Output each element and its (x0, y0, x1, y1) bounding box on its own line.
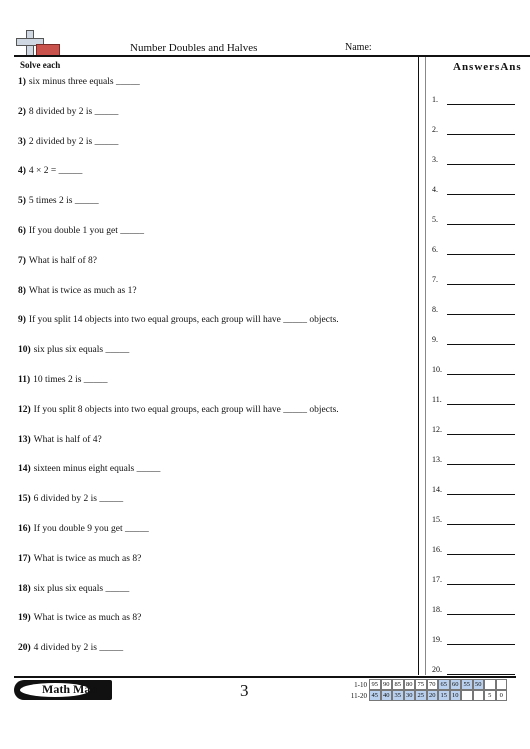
question-item (18, 345, 129, 355)
score-cell: 80 (404, 679, 416, 690)
answer-blank[interactable] (447, 554, 515, 555)
question-number: 19) (18, 613, 31, 624)
answer-label: 2. (432, 125, 438, 134)
score-cell: 25 (415, 690, 427, 701)
answer-blank[interactable] (447, 224, 515, 225)
question-text: 10 times 2 is _____ (33, 375, 108, 385)
question-text: 6 divided by 2 is _____ (33, 494, 124, 505)
question-text: What is twice as much as 1? (28, 285, 137, 296)
score-cell: 0 (496, 690, 508, 701)
brand-logo (14, 680, 112, 700)
answer-label: 14. (432, 485, 442, 494)
question-text: six plus six equals _____ (33, 583, 130, 594)
answer-blank[interactable] (447, 584, 515, 585)
answer-label: 18. (432, 605, 442, 614)
question-item (18, 315, 339, 325)
question-number: 7) (18, 255, 26, 266)
brand-name: Math Man (42, 682, 97, 696)
answer-label: 11. (432, 395, 442, 404)
score-cell: 50 (473, 679, 485, 690)
header-divider (14, 55, 530, 57)
question-item (18, 256, 97, 266)
answer-label: 13. (432, 455, 442, 464)
question-number: 18) (18, 583, 31, 594)
answer-blank[interactable] (447, 104, 515, 105)
question-item (18, 226, 144, 236)
answer-blank[interactable] (447, 614, 515, 615)
question-text: 4 divided by 2 is _____ (33, 643, 124, 654)
answer-blank[interactable] (447, 434, 515, 435)
question-number: 5) (18, 196, 26, 207)
question-number: 12) (18, 404, 31, 415)
score-row-label: 11-20 (350, 691, 367, 700)
answer-label: 8. (432, 305, 438, 314)
answer-blank[interactable] (447, 254, 515, 255)
answer-blank[interactable] (447, 524, 515, 525)
question-text: If you split 14 objects into two equal groups, each group will have _____ objects. (28, 315, 339, 326)
question-text: What is twice as much as 8? (33, 613, 142, 624)
score-cell: 40 (381, 690, 393, 701)
answer-blank[interactable] (447, 644, 515, 645)
score-cell (496, 679, 508, 690)
score-cell: 5 (484, 690, 496, 701)
question-text: What is twice as much as 8? (33, 553, 142, 564)
score-cell (461, 690, 473, 701)
question-text: 8 divided by 2 is _____ (28, 106, 119, 117)
score-cell: 35 (392, 690, 404, 701)
answer-blank[interactable] (447, 374, 515, 375)
answer-blank[interactable] (447, 464, 515, 465)
score-cell: 75 (415, 679, 427, 690)
question-number: 17) (18, 553, 31, 564)
question-text: If you double 1 you get _____ (28, 226, 144, 236)
question-number: 11) (18, 375, 31, 385)
answer-blank[interactable] (447, 404, 515, 405)
question-text: What is half of 8? (28, 255, 97, 266)
answer-label: 20. (432, 665, 442, 674)
question-item (18, 643, 123, 653)
question-text: 2 divided by 2 is _____ (28, 136, 119, 147)
answer-label: 9. (432, 335, 438, 344)
answer-blank[interactable] (447, 494, 515, 495)
answer-label: 5. (432, 215, 438, 224)
score-cell: 30 (404, 690, 416, 701)
question-text: sixteen minus eight equals _____ (33, 464, 161, 475)
answers-heading: AnswersAns (453, 61, 522, 73)
answer-blank[interactable] (447, 164, 515, 165)
question-text: 4 × 2 = _____ (28, 166, 83, 177)
footer-divider (14, 676, 516, 678)
answer-column-divider (418, 57, 419, 675)
answer-label: 10. (432, 365, 442, 374)
question-text: six minus three equals _____ (28, 77, 140, 87)
answer-column-divider-inner (425, 57, 426, 675)
answer-label: 16. (432, 545, 442, 554)
answer-label: 1. (432, 95, 438, 104)
score-cell: 95 (369, 679, 381, 690)
question-item (18, 196, 99, 206)
question-number: 14) (18, 464, 31, 475)
question-item (18, 464, 160, 474)
question-number: 6) (18, 226, 26, 236)
answer-label: 17. (432, 575, 442, 584)
score-cell (484, 679, 496, 690)
question-item (18, 435, 102, 445)
score-cell: 10 (450, 690, 462, 701)
question-number: 13) (18, 434, 31, 445)
question-text: If you split 8 objects into two equal groups, each group will have _____ objects. (33, 404, 339, 415)
question-number: 4) (18, 166, 26, 177)
score-row (340, 690, 507, 701)
question-text: six plus six equals _____ (33, 345, 130, 356)
answer-label: 3. (432, 155, 438, 164)
question-number: 10) (18, 345, 31, 356)
question-text: What is half of 4? (33, 434, 102, 445)
question-number: 9) (18, 315, 26, 326)
question-item (18, 137, 118, 147)
worksheet-title: Number Doubles and Halves (130, 42, 258, 54)
question-item (18, 77, 140, 87)
question-item (18, 166, 82, 176)
question-item (18, 554, 141, 564)
question-item (18, 584, 129, 594)
answer-label: 15. (432, 515, 442, 524)
score-cell: 55 (461, 679, 473, 690)
question-number: 1) (18, 77, 26, 87)
answer-label: 4. (432, 185, 438, 194)
question-number: 3) (18, 136, 26, 147)
score-cell: 70 (427, 679, 439, 690)
question-number: 16) (18, 524, 31, 534)
score-cell: 85 (392, 679, 404, 690)
answer-blank[interactable] (447, 674, 515, 675)
score-cell: 90 (381, 679, 393, 690)
question-item (18, 107, 118, 117)
question-item (18, 494, 123, 504)
score-table (340, 679, 507, 701)
question-number: 2) (18, 106, 26, 117)
score-cell (473, 690, 485, 701)
score-cell: 15 (438, 690, 450, 701)
question-text: If you double 9 you get _____ (33, 524, 149, 534)
question-item (18, 524, 149, 534)
answer-label: 7. (432, 275, 438, 284)
answer-label: 12. (432, 425, 442, 434)
question-item (18, 286, 137, 296)
answer-blank[interactable] (447, 194, 515, 195)
logo-icon (14, 30, 60, 56)
question-number: 15) (18, 494, 31, 505)
page-number: 3 (240, 681, 249, 700)
answer-blank[interactable] (447, 134, 515, 135)
question-number: 8) (18, 285, 26, 296)
name-label: Name: (345, 42, 372, 53)
score-cell: 60 (450, 679, 462, 690)
answer-label: 19. (432, 635, 442, 644)
answer-blank[interactable] (447, 344, 515, 345)
question-item (18, 613, 141, 623)
answer-blank[interactable] (447, 284, 515, 285)
question-number: 20) (18, 643, 31, 654)
section-heading: Solve each (20, 60, 61, 70)
score-cell: 45 (369, 690, 381, 701)
score-cell: 20 (427, 690, 439, 701)
score-cell: 65 (438, 679, 450, 690)
score-row (340, 679, 507, 690)
score-row-label: 1-10 (354, 680, 367, 689)
question-item (18, 405, 339, 415)
question-text: 5 times 2 is _____ (28, 196, 99, 207)
answer-blank[interactable] (447, 314, 515, 315)
question-item (18, 375, 108, 385)
answer-label: 6. (432, 245, 438, 254)
